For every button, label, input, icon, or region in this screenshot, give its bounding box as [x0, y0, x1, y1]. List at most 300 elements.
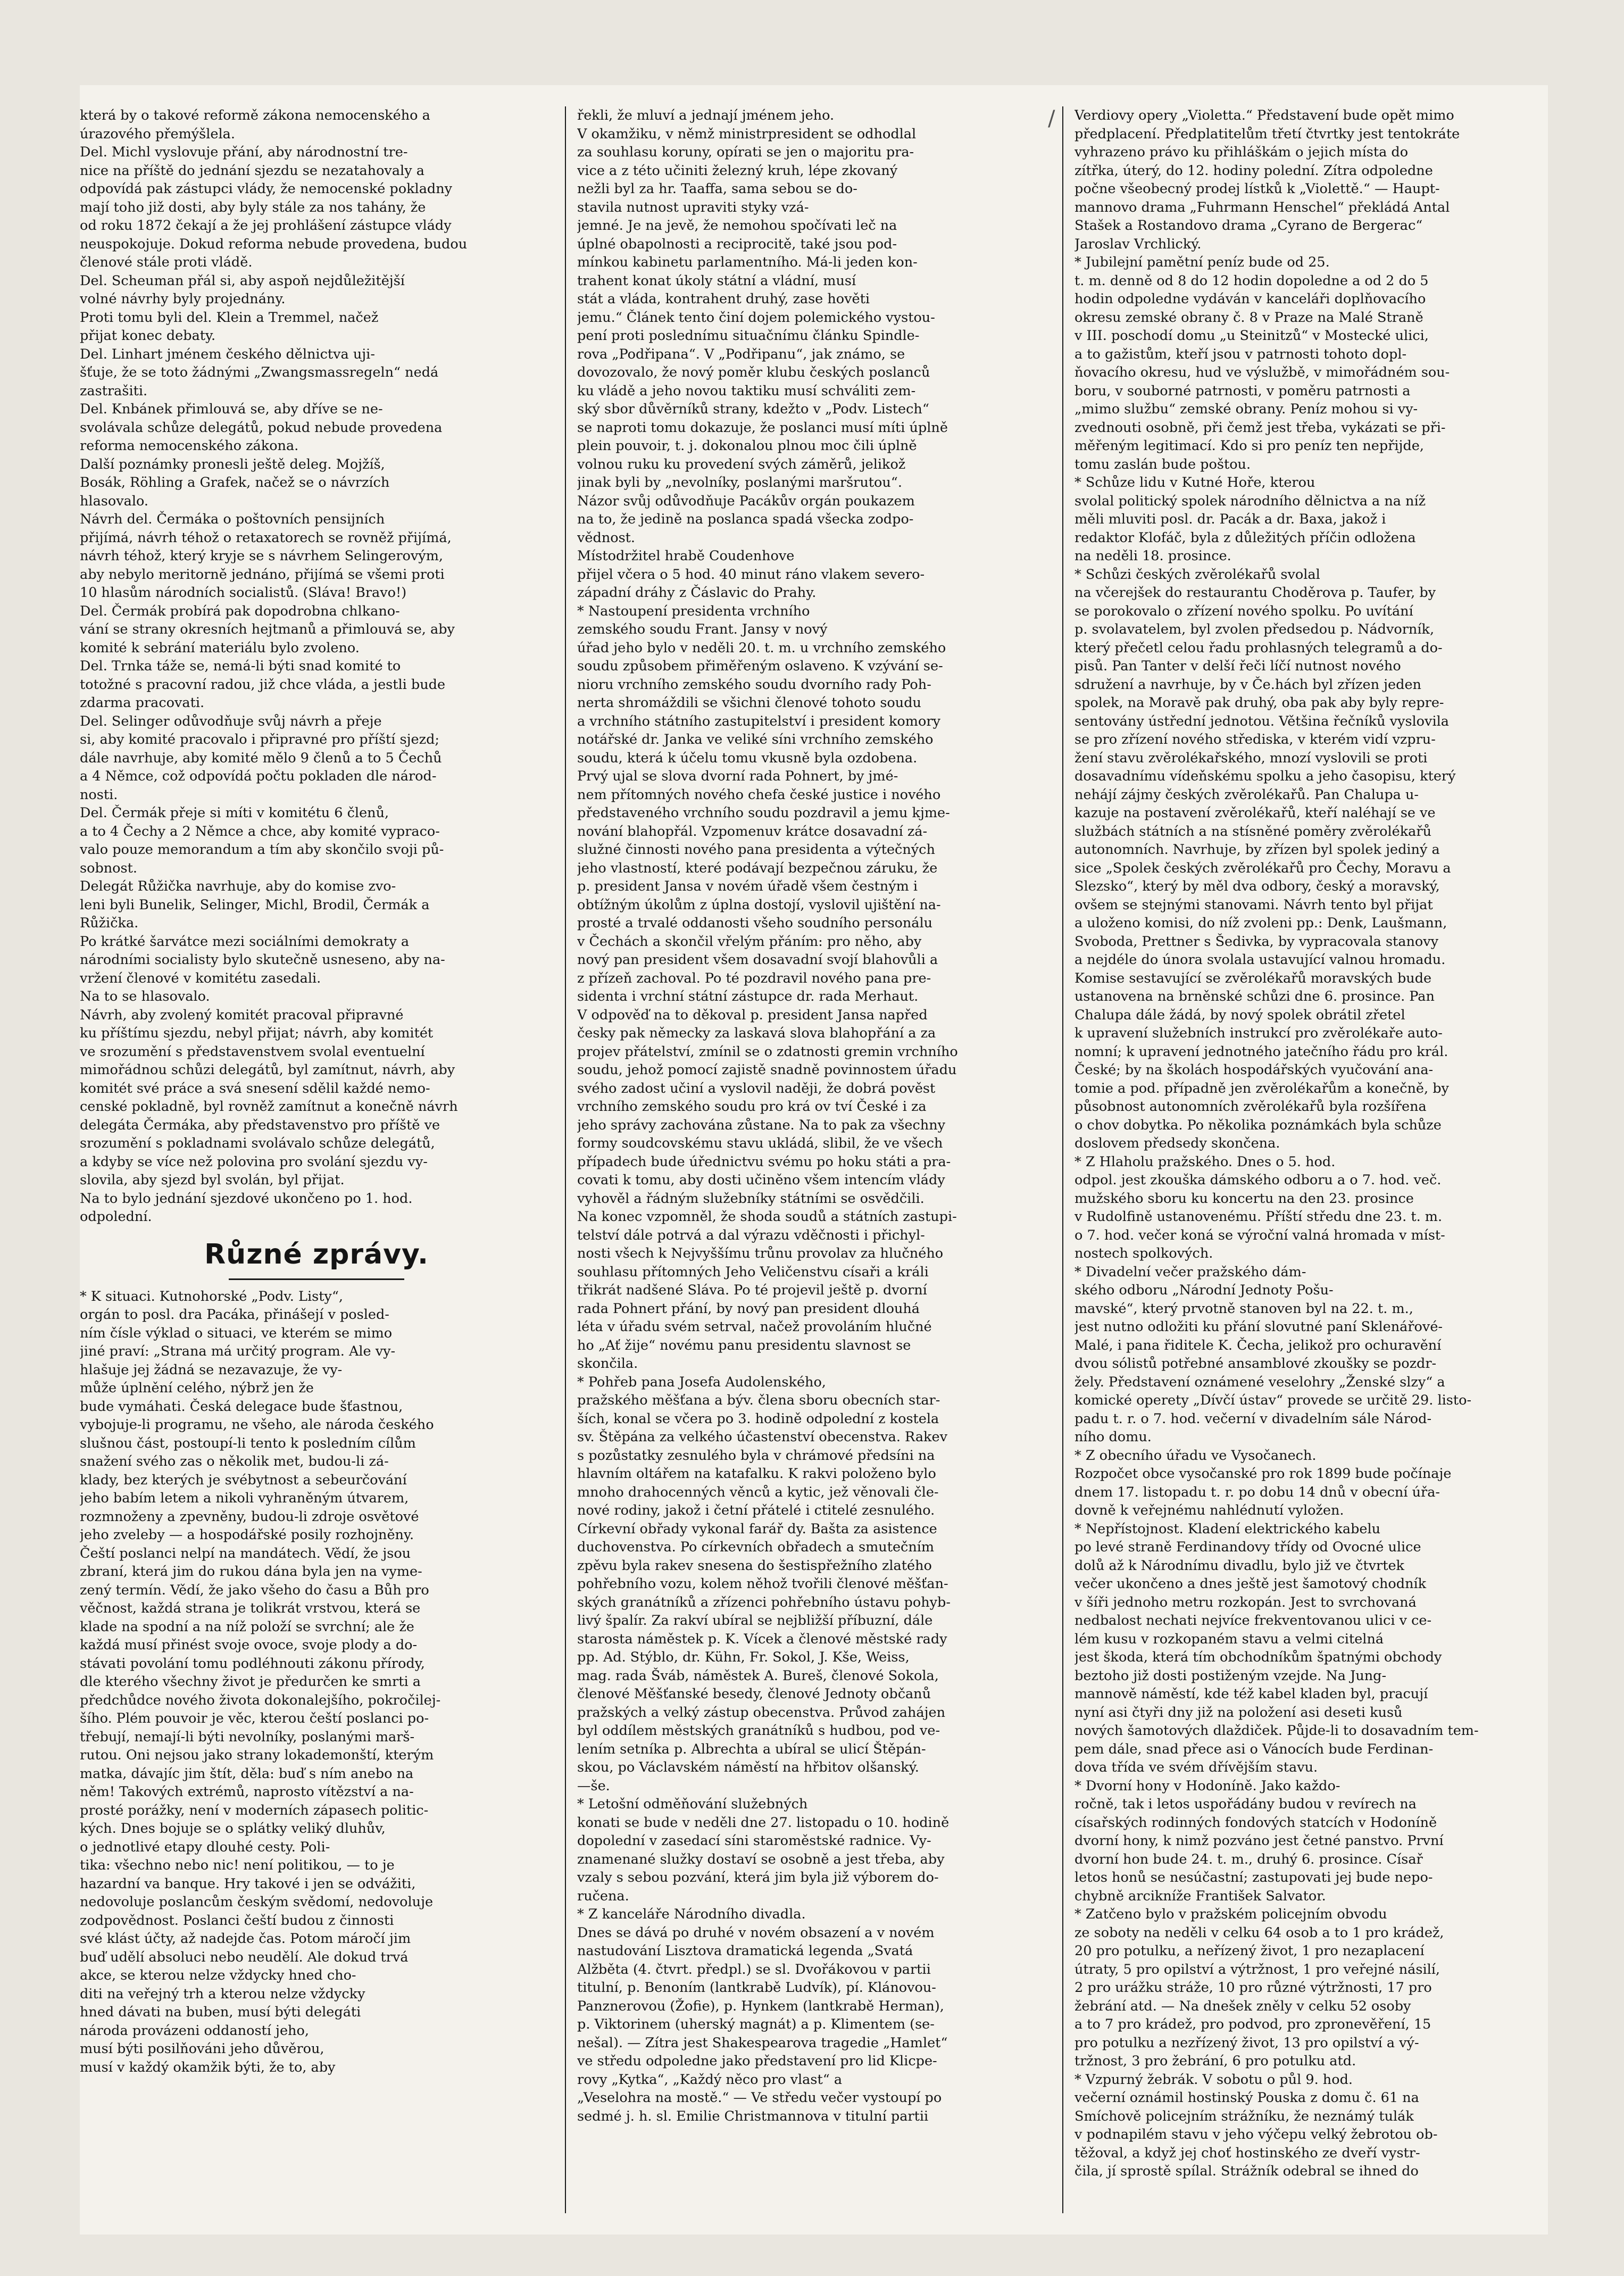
text-line: spolek, na Moravě pak druhý, oba pak aby byly repre-	[1075, 695, 1444, 711]
text-line: Na to bylo jednání sjezdové ukončeno po 1. hod.	[80, 1190, 413, 1207]
text-line: „Veselohra na mostě.“ — Ve středu večer vystoupí po	[577, 2090, 942, 2106]
text-line: covati k tomu, aby dosti učiněno všem intencím vlády	[577, 1172, 945, 1188]
column-divider	[565, 106, 566, 2213]
text-line: třikrát nadšené Sláva. Po té projevil ještě p. dvorní	[577, 1282, 927, 1298]
text-line: rada Pohnert přání, by nový pan president dlouhá	[577, 1300, 920, 1317]
text-line: mínkou kabinetu parlamentního. Má-li jeden kon-	[577, 254, 918, 270]
text-line: a kdyby se více než polovina pro svolání sjezdu vy-	[80, 1153, 428, 1170]
text-line: titulní, p. Benoním (lantkrabě Ludvík), pí. Klánovou-	[577, 1980, 936, 1996]
text-line: volnou ruku ku provedení svých záměrů, jelikož	[577, 456, 906, 472]
text-line: nem přítomných nového chefa české justice i nového	[577, 786, 941, 803]
text-line: službách státních a na stísněné poměry zvěrolékařů	[1075, 823, 1431, 840]
text-line: v Čechách a skončil vřelým přáním: pro něho, aby	[577, 933, 922, 950]
text-line: ho „Ať žije“ novému panu presidentu slavnost se	[577, 1337, 911, 1353]
text-line: jeho babím letem a nikoli vyhraněným útvarem,	[80, 1490, 409, 1506]
text-line: v podnapilém stavu v jeho výčepu velký žebrotou ob-	[1075, 2127, 1438, 2142]
text-line: telství dále potrvá a dal výrazu vděčnosti i přichyl-	[577, 1227, 925, 1243]
text-line: a vrchního státního zastupitelství i president komory	[577, 713, 940, 729]
text-line: a uloženo komisi, do níž zvoleni pp.: Denk, Laušmann,	[1075, 915, 1447, 931]
text-line: ustanovena na brněnské schůzi dne 6. prosince. Pan	[1075, 989, 1435, 1004]
text-line: buď udělí absoluci nebo neudělí. Ale dokud trvá	[80, 1949, 409, 1965]
text-line: ního domu.	[1075, 1429, 1152, 1445]
text-line: nování blahopřál. Vzpomenuv krátce dosavadní zá-	[577, 823, 928, 840]
text-line: Svoboda, Prettner s Šedivka, by vypracovala stanovy	[1075, 933, 1439, 950]
text-line: vržení členové v komitétu zasedali.	[80, 970, 321, 986]
text-line: stávati povolání tomu podléhnouti zákonu přírody,	[80, 1655, 425, 1672]
text-line: a to 7 pro krádež, pro podvod, pro zpronevěření, 15	[1075, 2016, 1431, 2032]
text-line: Po krátké šarvátce mezi sociálními demokraty a	[80, 933, 410, 950]
text-line: svého zadost učiní a vyslovil naději, že dobrá pověst	[577, 1080, 936, 1097]
text-line: nové rodiny, jakož i četní přátelé i ctitelé zesnulého.	[577, 1502, 935, 1518]
text-line: návrh téhož, který kryje se s návrhem Selingerovým,	[80, 548, 443, 564]
text-line: císařských rodinných fondových statcích v Hodoníně	[1075, 1814, 1437, 1831]
text-line: aby nebylo meritorně jednáno, přijímá se všemi proti	[80, 566, 445, 583]
text-line: Na konec vzpomněl, že shoda soudů a státních zastupi-	[577, 1209, 957, 1225]
text-line: pro potulku a nezřízený život, 13 pro opilství a vý-	[1075, 2034, 1419, 2051]
text-line: formy soudcovskému stavu ukládá, slibil, že ve všech	[577, 1135, 943, 1151]
text-line: za souhlasu koruny, opírati se jen o majoritu pra-	[577, 144, 914, 160]
text-line: mnoho drahocenných věnců a kytic, jež věnovali čle-	[577, 1484, 939, 1500]
text-line: která by o takové reformě zákona nemocenského a	[80, 107, 430, 123]
text-line: nedbalost nechati nejvíce frekventovanou ulici v ce-	[1075, 1613, 1432, 1629]
text-line: redaktor Klofáč, byla z důležitých příčin odložena	[1075, 529, 1416, 546]
text-line: Chalupa dále žádá, by nový spolek obrátil zřetel	[1075, 1007, 1405, 1023]
text-line: členové stále proti vládě.	[80, 254, 253, 270]
text-line: zodpovědnost. Poslanci čeští budou z činnosti	[80, 1912, 394, 1929]
text-line: představeného vrchního soudu pozdravil a jemu kjme-	[577, 805, 950, 821]
text-line: * Z Hlaholu pražského. Dnes o 5. hod.	[1075, 1153, 1336, 1170]
news-column-2-text	[577, 106, 1051, 2125]
text-line: * Vzpurný žebrák. V sobotu o půl 9. hod.	[1075, 2071, 1353, 2088]
text-line: nostech spolkových.	[1075, 1245, 1213, 1261]
text-line: zemského soudu Frant. Jansy v nový	[577, 621, 828, 637]
text-line: beztoho již dosti postiženým vzejde. Na Jung-	[1075, 1667, 1387, 1684]
text-line: plein pouvoir, t. j. dokonalou plnou moc čili úplně	[577, 438, 917, 454]
text-line: sobnost.	[80, 860, 137, 876]
text-line: 2 pro urážku stráže, 10 pro různé výtržnosti, 17 pro	[1075, 1980, 1432, 1996]
text-line: mimořádnou schůzi delegátů, byl zamítnut, návrh, aby	[80, 1062, 455, 1078]
text-line: národními socialisty bylo skutečně usneseno, aby na-	[80, 952, 445, 968]
text-line: si, aby komité pracovalo i připravné pro příští sjezd;	[80, 732, 439, 747]
text-line: zbraní, která jim do rukou dána byla jen na vyme-	[80, 1564, 422, 1580]
text-line: * Schůze lidu v Kutné Hoře, kterou	[1075, 475, 1315, 491]
text-line: útraty, 5 pro opilství a výtržnost, 1 pro veřejné násilí,	[1075, 1961, 1440, 1978]
text-line: 10 hlasům národních socialistů. (Sláva! Bravo!)	[80, 585, 407, 601]
text-line: livý špalír. Za rakví ubíral se nejbližší příbuzní, dále	[577, 1613, 933, 1629]
text-line: * K situaci. Kutnohorské „Podv. Listy“,	[80, 1288, 343, 1305]
text-line: volné návrhy byly projednány.	[80, 291, 286, 307]
text-line: Růžička.	[80, 915, 139, 931]
text-line: jiné praví: „Strana má určitý program. Ale vy-	[80, 1343, 396, 1359]
text-line: zpěvu byla rakev snesena do šestispřežního zlatého	[577, 1557, 932, 1574]
text-line: srozumění s pokladnami svolávalo schůze delegátů,	[80, 1135, 435, 1151]
text-line: nehájí zájmy českých zvěrolékařů. Pan Chalupa u-	[1075, 786, 1419, 803]
text-line: * Schůzi českých zvěrolékařů svolal	[1075, 566, 1320, 583]
text-line: rutou. Oni nejsou jako strany lokademonští, kterým	[80, 1747, 434, 1763]
text-line: Del. Selinger odůvodňuje svůj návrh a přeje	[80, 713, 382, 729]
text-line: Malé, i pana řiditele K. Čecha, jelikož pro ochuravění	[1075, 1337, 1442, 1353]
text-line: nových šamotových dlaždiček. Půjde-li to dosavadním tem-	[1075, 1723, 1479, 1739]
text-line: neuspokojuje. Dokud reforma nebude provedena, budou	[80, 236, 468, 252]
text-line: České; by na školách hospodářských vyučování ana-	[1075, 1062, 1434, 1078]
text-line: ku příštímu sjezdu, nebyl přijat; návrh, aby komitét	[80, 1025, 434, 1041]
text-line: Panznerovou (Žofie), p. Hynkem (lantkrabě Herman),	[577, 1998, 944, 2014]
text-line: nomní; k upravení jednotného jatečního řádu pro král.	[1075, 1043, 1448, 1060]
text-line: ve středu odpoledne jako představení pro lid Klicpe-	[577, 2053, 937, 2069]
text-line: Del. Trnka táže se, nemá-li býti snad komité to	[80, 658, 401, 674]
text-line: hlasovalo.	[80, 493, 148, 509]
text-line: odpovídá pak zástupci vlády, že nemocenské pokladny	[80, 181, 453, 197]
text-line: jeho správy zachována zůstane. Na to pak za všechny	[577, 1117, 946, 1133]
text-line: předchůdce nového života dokonalejšího, pokročilej-	[80, 1692, 441, 1708]
text-line: na to, že jedině na poslanca spadá všecka zodpo-	[577, 511, 914, 527]
text-line: Další poznámky pronesli ještě deleg. Mojžíš,	[80, 456, 385, 472]
text-line: dvorní hon bude 24. t. m., druhý 6. prosince. Císař	[1075, 1851, 1423, 1867]
text-line: tomu zaslán bude poštou.	[1075, 456, 1251, 472]
text-line: vyhověl a řádným služebníky státními se osvědčili.	[577, 1190, 925, 1207]
text-line: odpolední.	[80, 1209, 152, 1225]
text-line: konati se bude v neděli dne 27. listopadu o 10. hodině	[577, 1814, 950, 1831]
text-line: totožné s pracovní radou, již chce vláda, a jestli bude	[80, 676, 446, 693]
text-line: sdružení a navrhuje, by v Če.hách byl zřízen jeden	[1075, 676, 1421, 693]
text-line: na včerejšek do restaurantu Choděrova p. Taufer, by	[1075, 585, 1436, 601]
text-line: ňovacího okresu, hud ve výslužbě, v mimořádném sou-	[1075, 364, 1450, 380]
text-line: rovy „Kytka“, „Každý něco pro vlast“ a	[577, 2071, 843, 2088]
text-line: členové Měšťanské besedy, členové Jednoty občanů	[577, 1686, 931, 1702]
text-line: pražských a velký zástup obecenstva. Průvod zahájen	[577, 1704, 946, 1721]
text-line: rova „Podřipana“. V „Podřipanu“, jak známo, se	[577, 346, 905, 362]
text-line: Jaroslav Vrchlický.	[1075, 236, 1202, 252]
text-line: bude vymáhati. Česká delegace bude šťastnou,	[80, 1398, 403, 1415]
text-line: případech bude úřednictvu svému po hoku státi a pra-	[577, 1153, 951, 1170]
text-line: Čeští poslanci nelpí na mandátech. Vědí, že jsou	[80, 1545, 411, 1561]
text-line: mavské“, který prvotně stanoven byl na 22. t. m.,	[1075, 1300, 1413, 1317]
text-line: nosti.	[80, 786, 118, 803]
text-line: který přečetl celou řadu prohlasných telegramů a do-	[1075, 639, 1443, 656]
text-line: hazardní va banque. Hry takové i jen se odvážiti,	[80, 1875, 416, 1892]
text-line: může úplnění celého, nýbrž jen že	[80, 1380, 314, 1396]
text-line: pohřebního vozu, kolem něhož tvořili členové měšťan-	[577, 1576, 948, 1592]
text-line: služné činnosti nového pana presidenta a výtečných	[577, 842, 935, 858]
text-line: dosavadnímu vídeňskému spolku a jeho časopisu, který	[1075, 768, 1456, 784]
text-line: p. Viktorinem (uherský magnát) a p. Klimentem (se-	[577, 2016, 935, 2032]
text-line: mag. rada Šváb, náměstek A. Bureš, členové Sokola,	[577, 1667, 939, 1684]
text-line: hlašuje jej žádná se nezavazuje, že vy-	[80, 1361, 343, 1378]
text-line: 20 pro potulku, a neřízený život, 1 pro nezaplacení	[1075, 1943, 1425, 1959]
text-line: padu t. r. o 7. hod. večerní v divadelním sále Národ-	[1075, 1410, 1432, 1427]
text-line: ročně, tak i letos uspořádány budou v revírech na	[1075, 1796, 1417, 1812]
text-line: Stašek a Rostandovo drama „Cyrano de Bergerac“	[1075, 218, 1423, 234]
text-line: sice „Spolek českých zvěrolékařů pro Čechy, Moravu a	[1075, 860, 1451, 876]
column-1	[80, 106, 553, 2213]
text-line: trahent konat úkoly státní a vládní, musí	[577, 272, 856, 289]
text-line: jeho zveleby — a hospodářské posily rozhojněny.	[80, 1527, 414, 1543]
text-line: Názor svůj odůvodňuje Pacákův orgán poukazem	[577, 493, 915, 509]
text-line: valo pouze memorandum a tím aby skončilo svoji pů-	[80, 842, 444, 858]
text-line: sidenta i vrchní státní zástupce dr. rada Merhaut.	[577, 989, 919, 1004]
text-line: nežli byl za hr. Taaffa, sama sebou se do-	[577, 181, 857, 197]
text-line: žení stavu zvěrolékařského, mnozí vyslovili se proti	[1075, 750, 1428, 766]
text-line: znamenané služky dostaví se osobně a jest třeba, aby	[577, 1851, 945, 1867]
text-line: nastudování Lisztova dramatická legenda „Svatá	[577, 1943, 913, 1959]
text-line: projev přátelství, zmínil se o zdatnosti gremin vrchního	[577, 1043, 958, 1060]
text-line: v III. poschodí domu „u Steinitzů“ v Mostecké ulici,	[1075, 328, 1429, 344]
margin-mark: /	[1048, 106, 1055, 131]
heading-rule	[229, 1278, 404, 1280]
text-line: dle kterého všechny život je předurčen ke smrti a	[80, 1674, 421, 1690]
text-line: kazuje na postavení zvěrolékařů, kteří naléhají se ve	[1075, 805, 1436, 821]
text-line: předplacení. Předplatitelům třetí čtvrtky jest tentokráte	[1075, 126, 1460, 142]
text-line: úplné obapolnosti a reciprocitě, také jsou pod-	[577, 236, 897, 252]
text-line: počne všeobecný prodej lístků k „Violettě.“ — Haupt-	[1075, 181, 1440, 197]
text-line: obtížným úkolům z úplna dostojí, vyslovil ujištění na-	[577, 896, 941, 913]
text-line: přijat konec debaty.	[80, 328, 216, 344]
text-line: Del. Linhart jménem českého dělnictva uji-	[80, 346, 375, 362]
text-line: večer ukončeno a dnes ještě jest šamotový chodník	[1075, 1576, 1427, 1592]
text-line: zdarma pracovati.	[80, 695, 205, 711]
text-line: ku vládě a jeho novou taktiku musí schváliti zem-	[577, 383, 916, 399]
text-line: Del. Scheuman přál si, aby aspoň nejdůležitější	[80, 272, 405, 289]
text-line: úrazového přemýšlela.	[80, 126, 235, 142]
text-line: Návrh del. Čermáka o poštovních pensijních	[80, 511, 385, 527]
text-line: nyní asi čtyři dny již na položení asi deseti kusů	[1075, 1704, 1403, 1721]
text-line: stavila nutnost upraviti styky vzá-	[577, 199, 809, 215]
text-line: Delegát Růžička navrhuje, aby do komise zvo-	[80, 878, 396, 894]
text-line: doslovem předsedy skončena.	[1075, 1135, 1280, 1151]
text-line: slušnou část, postoupí-li tento k posledním cílům	[80, 1435, 416, 1451]
text-line: odpol. jest zkouška dámského odboru a o 7. hod. več.	[1075, 1172, 1442, 1188]
text-line: akce, se kterou nelze vždycky hned cho-	[80, 1967, 356, 1983]
text-line: ručena.	[577, 1888, 629, 1904]
column-divider	[1062, 106, 1063, 2213]
text-line: prosté a trvalé oddanosti všeho soudního personálu	[577, 915, 933, 931]
text-line: Na to se hlasovalo.	[80, 989, 210, 1004]
text-line: delegáta Čermáka, aby představenstvo pro příště ve	[80, 1117, 440, 1133]
text-line: prosté porážky, není v moderních zápasech politic-	[80, 1802, 429, 1818]
text-line: západní dráhy z Čáslavic do Prahy.	[577, 585, 817, 601]
text-line: okresu zemské obrany č. 8 v Praze na Malé Straně	[1075, 309, 1423, 326]
text-line: od roku 1872 čekají a že jej prohlášení zástupce vlády	[80, 218, 452, 234]
text-line: * Nastoupení presidenta vrchního	[577, 603, 810, 619]
text-line: působnost autonomních zvěrolékařů byla rozšířena	[1075, 1099, 1427, 1115]
section-heading: Různé zprávy.	[204, 1238, 429, 1270]
text-line: večerní oznámil hostinský Pouska z domu č. 61 na	[1075, 2090, 1419, 2106]
text-line: o chov dobytka. Po několika poznámkách byla schůze	[1075, 1117, 1442, 1133]
text-line: Rozpočet obce vysočanské pro rok 1899 bude počínaje	[1075, 1466, 1452, 1482]
text-line: snažení svého zas o několik met, budou-li zá-	[80, 1453, 389, 1469]
text-line: z přízeň zachoval. Po té pozdravil nového pana pre-	[577, 970, 931, 986]
text-line: Del. Čermák přeje si míti v komitétu 6 členů,	[80, 805, 389, 821]
text-line: přijímá, návrh téhož o retaxatorech se rovněž přijímá,	[80, 529, 452, 546]
text-line: Proti tomu byli del. Klein a Tremmel, načež	[80, 309, 379, 326]
text-line: komické operety „Dívčí ústav“ provede se určitě 29. listo-	[1075, 1392, 1472, 1408]
text-line: česky pak německy za laskavá slova blahopřání a za	[577, 1025, 936, 1041]
text-line: a to gažistům, kteří jsou v patrnosti tohoto dopl-	[1075, 346, 1407, 362]
text-line: klady, bez kterých je svébytnost a sebeurčování	[80, 1472, 407, 1488]
text-line: nosti všech k Nejvyššímu trůnu provolav za hlučného	[577, 1245, 944, 1261]
text-line: jinak byli by „nevolníky, poslanými maršrutou“.	[577, 475, 902, 491]
text-line: lém kusu v rozkopaném stavu a velmi citelná	[1075, 1631, 1384, 1647]
text-line: ním čísle výklad o situaci, ve kterém se mimo	[80, 1325, 393, 1341]
text-line: vice a z této učiniti železný kruh, lépe zkovaný	[577, 162, 898, 179]
text-line: * Zatčeno bylo v pražském policejním obvodu	[1075, 1906, 1387, 1922]
text-line: * Divadelní večer pražského dám-	[1075, 1264, 1306, 1280]
text-line: musí býti posilňováni jeho důvěrou,	[80, 2041, 324, 2057]
text-line: těžoval, a když jej choť hostinského ze dveří vystr-	[1075, 2145, 1420, 2161]
text-line: letos honů se nesúčastní; zastupovati jej bude nepo-	[1075, 1870, 1433, 1885]
text-line: mužského sboru ku koncertu na den 23. prosince	[1075, 1190, 1414, 1207]
text-line: vání se strany okresních hejtmanů a přimlouvá se, aby	[80, 621, 455, 637]
text-line: Místodržitel hrabě Coudenhove	[577, 548, 795, 564]
text-line: se porokovalo o zřízení nového spolku. Po uvítání	[1075, 603, 1413, 619]
text-line: matka, dávajíc jim štít, děla: buď s ním anebo na	[80, 1765, 414, 1782]
text-line: boru, v souborné patrnosti, v poměru patrnosti a	[1075, 383, 1411, 399]
text-line: Slezsko“, který by měl dva odbory, český a moravský,	[1075, 878, 1440, 894]
text-line: nový pan president všem dosavadní svojí blahovůli a	[577, 952, 938, 968]
text-line: nerta shromáždili se všichni členové tohoto soudu	[577, 695, 921, 711]
text-line: —še.	[577, 1777, 610, 1794]
text-line: souhlasu přítomných Jeho Veličenstvu císaři a králi	[577, 1264, 929, 1280]
text-line: v šíři jednoho metru rozkopán. Jest to svrchovaná	[1075, 1594, 1417, 1610]
text-line: dovozovalo, že nový poměr klubu českých poslanců	[577, 364, 930, 380]
news-column-3-text	[1075, 106, 1548, 2181]
text-line: na neděli 18. prosince.	[1075, 548, 1231, 564]
text-line: měli mluviti posl. dr. Pacák a dr. Baxa, jakož i	[1075, 511, 1386, 527]
column-2	[577, 106, 1051, 2213]
text-line: věčnost, každá strana je tolikrát vrstvou, která se	[80, 1600, 421, 1616]
text-line: měřeným legitimací. Kdo si pro peníz ten nepřijde,	[1075, 438, 1424, 454]
text-line: * Z kanceláře Národního divadla.	[577, 1906, 806, 1922]
text-line: a nejdéle do února svolala ustavující valnou hromadu.	[1075, 952, 1446, 968]
text-line: chybně arcikníže František Salvator.	[1075, 1888, 1326, 1904]
text-line: komitét své práce a svá snesení sdělil každé nemo-	[80, 1080, 430, 1097]
text-line: autonomních. Navrhuje, by zřízen byl spolek jediný a	[1075, 842, 1440, 858]
text-line: Bosák, Röhling a Grafek, načež se o návrzích	[80, 475, 390, 491]
text-line: čila, jí sprostě spílal. Strážník odebral se ihned do	[1075, 2163, 1419, 2179]
text-line: se pro zřízení nového střediska, v kterém vidí vzpru-	[1075, 732, 1436, 747]
text-line: sedmé j. h. sl. Emilie Christmannova v titulní partii	[577, 2108, 929, 2124]
text-line: tržnost, 3 pro žebrání, 6 pro potulku atd.	[1075, 2053, 1356, 2069]
text-line: zený termín. Vědí, že jako všeho do času a Bůh pro	[80, 1582, 429, 1598]
situation-article	[80, 1287, 553, 2077]
text-line: pisů. Pan Tanter v delší řeči líčí nutnost nového	[1075, 658, 1401, 674]
text-line: nedovoluje poslancům českým svědomí, nedovoluje	[80, 1894, 434, 1910]
text-line: sv. Štěpána za velkého účastenství obecenstva. Rakev	[577, 1429, 947, 1445]
text-line: o jednotlivé etapy dlouhé cesty. Poli-	[80, 1839, 330, 1855]
text-line: s pozůstatky zesnulého byla v chrámové předsíni na	[577, 1447, 935, 1464]
text-line: soudu, jehož pomocí zajistě snadně povinnostem úřadu	[577, 1062, 957, 1078]
text-line: soudu, která k účelu tomu vkusně byla ozdobena.	[577, 750, 918, 766]
text-line: „mimo službu“ zemské obrany. Peníz mohou si vy-	[1075, 401, 1418, 417]
text-line: Del. Knbánek přimlouvá se, aby dříve se ne-	[80, 401, 383, 417]
text-line: * Jubilejní pamětní peníz bude od 25.	[1075, 254, 1330, 270]
text-line: šího. Plém pouvoir je věc, kterou čeští poslanci po-	[80, 1710, 429, 1726]
text-line: tika: všechno nebo nic! není politikou, — to je	[80, 1857, 395, 1873]
text-line: třebují, nemají-li býti nevolníky, poslanými marš-	[80, 1729, 415, 1745]
text-line: léta v úřadu svém setrval, načež provoláním hlučné	[577, 1319, 932, 1335]
text-line: hned dávati na buben, musí býti delegáti	[80, 2004, 361, 2020]
text-line: něm! Takových extrémů, naprosto vítězství a na-	[80, 1784, 414, 1800]
text-line: vrchního zemského soudu pro krá ov tví České i za	[577, 1099, 927, 1115]
text-line: dvou sólistů potřebné ansamblové zkoušky se pozdr-	[1075, 1356, 1437, 1372]
text-line: V okamžiku, v němž ministrpresident se odhodlal	[577, 126, 917, 142]
text-line: dvorní hony, k nimž pozváno jest četné panstvo. První	[1075, 1833, 1444, 1849]
text-line: p. svolavatelem, byl zvolen předsedou p. Nádvorník,	[1075, 621, 1435, 637]
text-line: * Letošní odměňování služebných	[577, 1796, 808, 1812]
text-line: hlavním oltářem na katafalku. K rakvi položeno bylo	[577, 1466, 936, 1482]
text-line: jest nutno odložiti ku přání slovutné paní Sklenářové-	[1075, 1319, 1443, 1335]
text-line: řekli, že mluví a jednají jménem jeho.	[577, 107, 835, 123]
text-line: starosta náměstek p. K. Vícek a členové městské rady	[577, 1631, 947, 1647]
text-line: po levé straně Ferdinandovy třídy od Ovocné ulice	[1075, 1539, 1421, 1555]
text-line: jemné. Je na jevě, že nemohou spočívati leč na	[577, 218, 897, 234]
text-line: vyhrazeno právo ku přihláškám o jejich místa do	[1075, 144, 1409, 160]
text-line: Návrh, aby zvolený komitét pracoval připravné	[80, 1007, 404, 1023]
text-line: dále navrhuje, aby komité mělo 9 členů a to 5 Čechů	[80, 750, 442, 766]
text-line: mají toho již dosti, aby byly stále za nos tahány, že	[80, 199, 426, 215]
text-line: sentovány ústřední jednotou. Většina řečníků vyslovila	[1075, 713, 1449, 729]
text-line: každá musí přinést svoje ovoce, svoje plody a do-	[80, 1637, 418, 1653]
text-line: ve srozumění s představenstvem svolal eventuelní	[80, 1043, 425, 1060]
text-line: * Z obecního úřadu ve Vysočanech.	[1075, 1447, 1317, 1464]
text-line: úřad jeho bylo v neděli 20. t. m. u vrchního zemského	[577, 639, 946, 656]
text-line: a to 4 Čechy a 2 Němce a chce, aby komité vypraco-	[80, 823, 440, 840]
text-line: skou, po Václavském náměstí na hřbitov olšanský.	[577, 1759, 919, 1775]
text-line: zítřka, úterý, do 12. hodiny polední. Zítra odpoledne	[1075, 162, 1433, 179]
text-line: vzaly s sebou pozvání, která jim byla již výborem do-	[577, 1870, 939, 1885]
text-line: své klást účty, až nadejde čas. Potom máročí jim	[80, 1931, 411, 1947]
text-line: musí v každý okamžik býti, že to, aby	[80, 2059, 336, 2075]
text-line: vědnost.	[577, 529, 636, 546]
text-line: svolávala schůze delegátů, pokud nebude provedena	[80, 419, 443, 436]
text-line: dovně k veřejnému nahlédnutí vyložen.	[1075, 1502, 1344, 1518]
text-line: pražského měšťana a býv. člena sboru obecních star-	[577, 1392, 940, 1408]
text-line: o 7. hod. večer koná se výroční valná hromada v míst-	[1075, 1227, 1445, 1243]
text-line: žely. Představení oznámené veselohry „Ženské slzy“ a	[1075, 1374, 1445, 1390]
text-line: a 4 Němce, což odpovídá počtu pokladen dle národ-	[80, 768, 437, 784]
text-line: reforma nemocenského zákona.	[80, 438, 299, 454]
text-line: tomie a pod. případně jen zvěrolékařům a konečně, by	[1075, 1080, 1449, 1097]
text-line: dnem 17. listopadu t. r. po dobu 14 dnů v obecní úřa-	[1075, 1484, 1440, 1500]
text-line: notářské dr. Janka ve veliké síni vrchního zemského	[577, 732, 934, 747]
text-line: Prvý ujal se slova dvorní rada Pohnert, by jmé-	[577, 768, 898, 784]
text-line: dova třída ve svém dřívějším stavu.	[1075, 1759, 1318, 1775]
text-line: ských granátníků a zřízenci pohřebního ústavu pohyb-	[577, 1594, 951, 1610]
text-line: mannovo drama „Fuhrmann Henschel“ překládá Antal	[1075, 199, 1450, 215]
text-line: ský sbor důvěrníků strany, kdežto v „Podv. Listech“	[577, 401, 929, 417]
text-line: * Nepřístojnost. Kladení elektrického kabelu	[1075, 1521, 1381, 1537]
text-line: dolů až k Národnímu divadlu, bylo již ve čtvrtek	[1075, 1557, 1404, 1574]
text-line: * Pohřeb pana Josefa Audolenského,	[577, 1374, 826, 1390]
text-line: pp. Ad. Stýblo, dr. Kühn, Fr. Sokol, J. Kše, Weiss,	[577, 1649, 910, 1665]
newspaper-page	[80, 85, 1548, 2235]
text-line: k upravení služebních instrukcí pro zvěrolékaře auto-	[1075, 1025, 1443, 1041]
text-line: Smíchově policejním strážníku, že neznámý tulák	[1075, 2108, 1414, 2124]
text-line: pem dále, snad přece asi o Vánocích bude Ferdinan-	[1075, 1741, 1434, 1757]
text-line: přijel včera o 5 hod. 40 minut ráno vlakem severo-	[577, 566, 925, 583]
text-line: dopolední v zasedací síni staroměstské radnice. Vy-	[577, 1833, 931, 1849]
text-line: p. president Jansa v novém úřadě všem čestným i	[577, 878, 918, 894]
text-line: byl oddílem městských granátníků s hudbou, pod ve-	[577, 1723, 940, 1739]
assembly-report	[80, 106, 553, 1226]
text-line: diti na veřejný trh a kterou nelze vždycky	[80, 1986, 365, 2002]
text-line: komité k sebrání materiálu bylo zvoleno.	[80, 639, 360, 656]
text-line: slovila, aby sjezd byl svolán, byl přijat.	[80, 1172, 345, 1188]
text-line: rozmnoženy a zpevněny, budou-li zdroje osvětové	[80, 1508, 419, 1525]
text-line: vybojuje-li programu, ne všeho, ale národa českého	[80, 1417, 434, 1433]
text-line: orgán to posl. dra Pacáka, přinášejí v posled-	[80, 1307, 389, 1323]
text-line: duchovenstva. Po církevních obřadech a smutečním	[577, 1539, 935, 1555]
